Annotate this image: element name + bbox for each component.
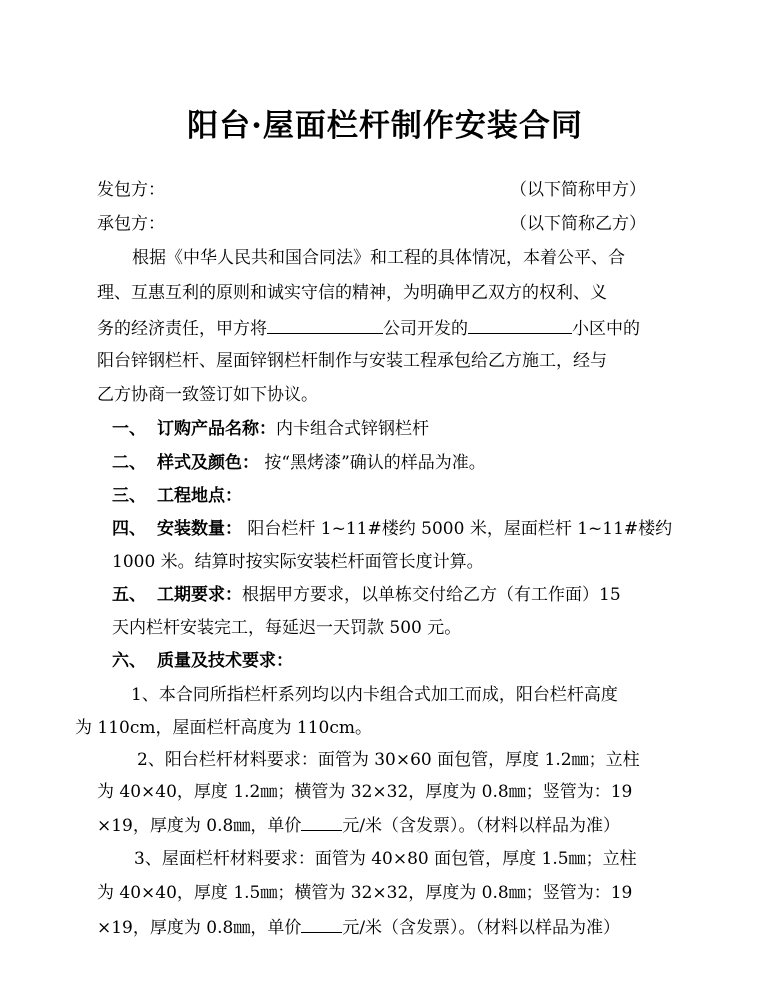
roof-unit-price-blank xyxy=(301,914,342,933)
item-6-label: 质量及技术要求： xyxy=(157,651,293,671)
quality-3-line-3-part-a: ×19，厚度为 0.8㎜，单价 xyxy=(97,918,302,938)
intro-line-3-part-b: 公司开发的 xyxy=(383,319,468,339)
intro-line-4: 阳台锌钢栏杆、屋面锌钢栏杆制作与安装工程承包给乙方施工，经与 xyxy=(97,351,607,371)
item-5-continuation: 天内栏杆安装完工，每延迟一天罚款 500 元。 xyxy=(112,618,462,638)
intro-line-3 xyxy=(97,315,640,341)
item-5-number: 五、 xyxy=(112,585,146,605)
item-4 xyxy=(112,517,672,541)
item-1-text: 内卡组合式锌钢栏杆 xyxy=(276,419,429,439)
quality-2-line-2: 为 40×40，厚度 1.2㎜；横管为 32×32，厚度为 0.8㎜；竖管为：19 xyxy=(97,782,633,802)
quality-2-line-1: 2、阳台栏杆材料要求：面管为 30×60 面包管，厚度 1.2㎜；立柱 xyxy=(137,750,640,770)
item-4-number: 四、 xyxy=(112,519,146,539)
item-3-label: 工程地点： xyxy=(157,486,242,506)
balcony-unit-price-blank xyxy=(301,812,342,831)
item-1-number: 一、 xyxy=(112,419,146,439)
item-2-text: 按“黑烤漆”确认的样品为准。 xyxy=(259,453,486,473)
quality-2-line-3-part-a: ×19，厚度为 0.8㎜，单价 xyxy=(97,816,302,836)
developer-company-blank xyxy=(267,315,383,334)
quality-2-line-3-part-b: 元/米（含发票）。（材料以样品为准） xyxy=(342,816,621,836)
item-4-label: 安装数量： xyxy=(157,519,242,539)
intro-line-3-part-a: 务的经济责任，甲方将 xyxy=(97,319,267,339)
quality-3-line-3-part-b: 元/米（含发票）。（材料以样品为准） xyxy=(342,918,621,938)
item-2 xyxy=(112,451,486,475)
item-3 xyxy=(112,484,242,508)
intro-line-1: 根据《中华人民共和国合同法》和工程的具体情况，本着公平、合 xyxy=(132,248,625,268)
item-3-number: 三、 xyxy=(112,486,146,506)
item-1-label: 订购产品名称： xyxy=(157,419,276,439)
intro-line-5: 乙方协商一致签订如下协议。 xyxy=(97,385,318,405)
community-name-blank xyxy=(468,315,572,334)
item-5-text: 根据甲方要求，以单栋交付给乙方（有工作面）15 xyxy=(242,585,621,605)
contractor-note: （以下简称乙方） xyxy=(510,214,646,234)
quality-3-line-3 xyxy=(97,914,620,940)
quality-1-line-1: 1、本合同所指栏杆系列均以内卡组合式加工而成，阳台栏杆高度 xyxy=(131,685,618,705)
intro-line-3-part-c: 小区中的 xyxy=(572,319,640,339)
document-title: 阳台·屋面栏杆制作安装合同 xyxy=(187,108,583,144)
item-6-number: 六、 xyxy=(112,651,146,671)
item-2-label: 样式及颜色： xyxy=(157,453,259,473)
contractor-label: 承包方： xyxy=(97,214,165,234)
item-2-number: 二、 xyxy=(112,453,146,473)
item-4-continuation: 1000 米。结算时按实际安装栏杆面管长度计算。 xyxy=(112,552,484,572)
item-5 xyxy=(112,583,621,607)
item-1 xyxy=(112,417,429,441)
item-4-text: 阳台栏杆 1~11#楼约 5000 米，屋面栏杆 1~11#楼约 xyxy=(242,519,673,539)
quality-2-line-3 xyxy=(97,812,620,838)
quality-3-line-2: 为 40×40，厚度 1.5㎜；横管为 32×32，厚度为 0.8㎜；竖管为：19 xyxy=(97,883,633,903)
quality-1-line-2: 为 110cm，屋面栏杆高度为 110cm。 xyxy=(75,718,372,738)
item-6 xyxy=(112,649,293,673)
employer-note: （以下简称甲方） xyxy=(510,180,646,200)
employer-label: 发包方： xyxy=(97,180,165,200)
intro-line-2: 理、互惠互利的原则和诚实守信的精神，为明确甲乙双方的权利、义 xyxy=(97,283,607,303)
quality-3-line-1: 3、屋面栏杆材料要求：面管为 40×80 面包管，厚度 1.5㎜；立柱 xyxy=(134,849,637,869)
item-5-label: 工期要求： xyxy=(157,585,242,605)
